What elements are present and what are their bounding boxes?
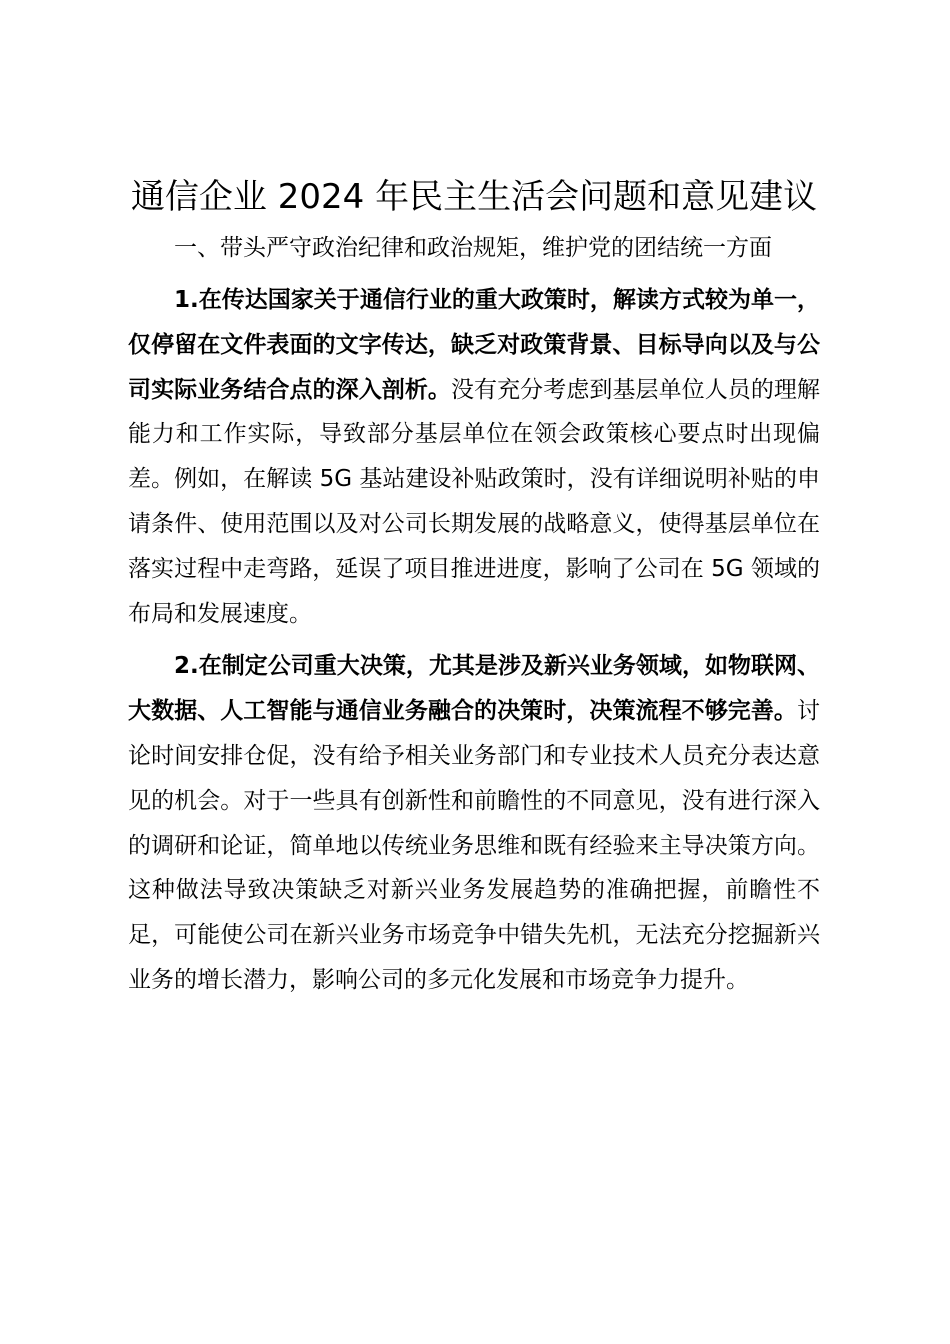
paragraph-2-lead: 2.在制定公司重大决策，尤其是涉及新兴业务领域，如物联网、大数据、人工智能与通信业务融合的决策时，决策流程不够完善。 — [128, 653, 820, 725]
document-page — [128, 170, 820, 1003]
paragraph-1-lead: 1.在传达国家关于通信行业的重大政策时，解读方式较为单一，仅停留在文件表面的文字传达，缺乏对政策背景、目标导向以及与公司实际业务结合点的深入剖析。 — [128, 287, 820, 403]
document-title: 通信企业 2024 年民主生活会问题和意见建议 — [130, 177, 818, 217]
section-heading: 一、带头严守政治纪律和政治规矩，维护党的团结统一方面 — [174, 235, 772, 261]
paragraph-2-body: 讨论时间安排仓促，没有给予相关业务部门和专业技术人员充分表达意见的机会。对于一些具有创新性和前瞻性的不同意见，没有进行深入的调研和论证，简单地以传统业务思维和既有经验来主导决策方向。这种做法导致决策缺乏对新兴业务发展趋势的准确把握，前瞻性不足，可能使公司在新兴业务市场竞争中错失先机，无法充分挖掘新兴业务的增长潜力，影响公司的多元化发展和市场竞争力提升。 — [128, 698, 820, 993]
paragraph-2 — [128, 644, 820, 1002]
paragraph-1 — [128, 278, 820, 636]
paragraph-1-body: 没有充分考虑到基层单位人员的理解能力和工作实际，导致部分基层单位在领会政策核心要点时出现偏差。例如，在解读 5G 基站建设补贴政策时，没有详细说明补贴的申请条件、使用范围以及对公司长期发展的战略意义，使得基层单位在落实过程中走弯路，延误了项目推进进度，影响了公司在 5G 领域的布局和发展速度。 — [128, 376, 821, 627]
